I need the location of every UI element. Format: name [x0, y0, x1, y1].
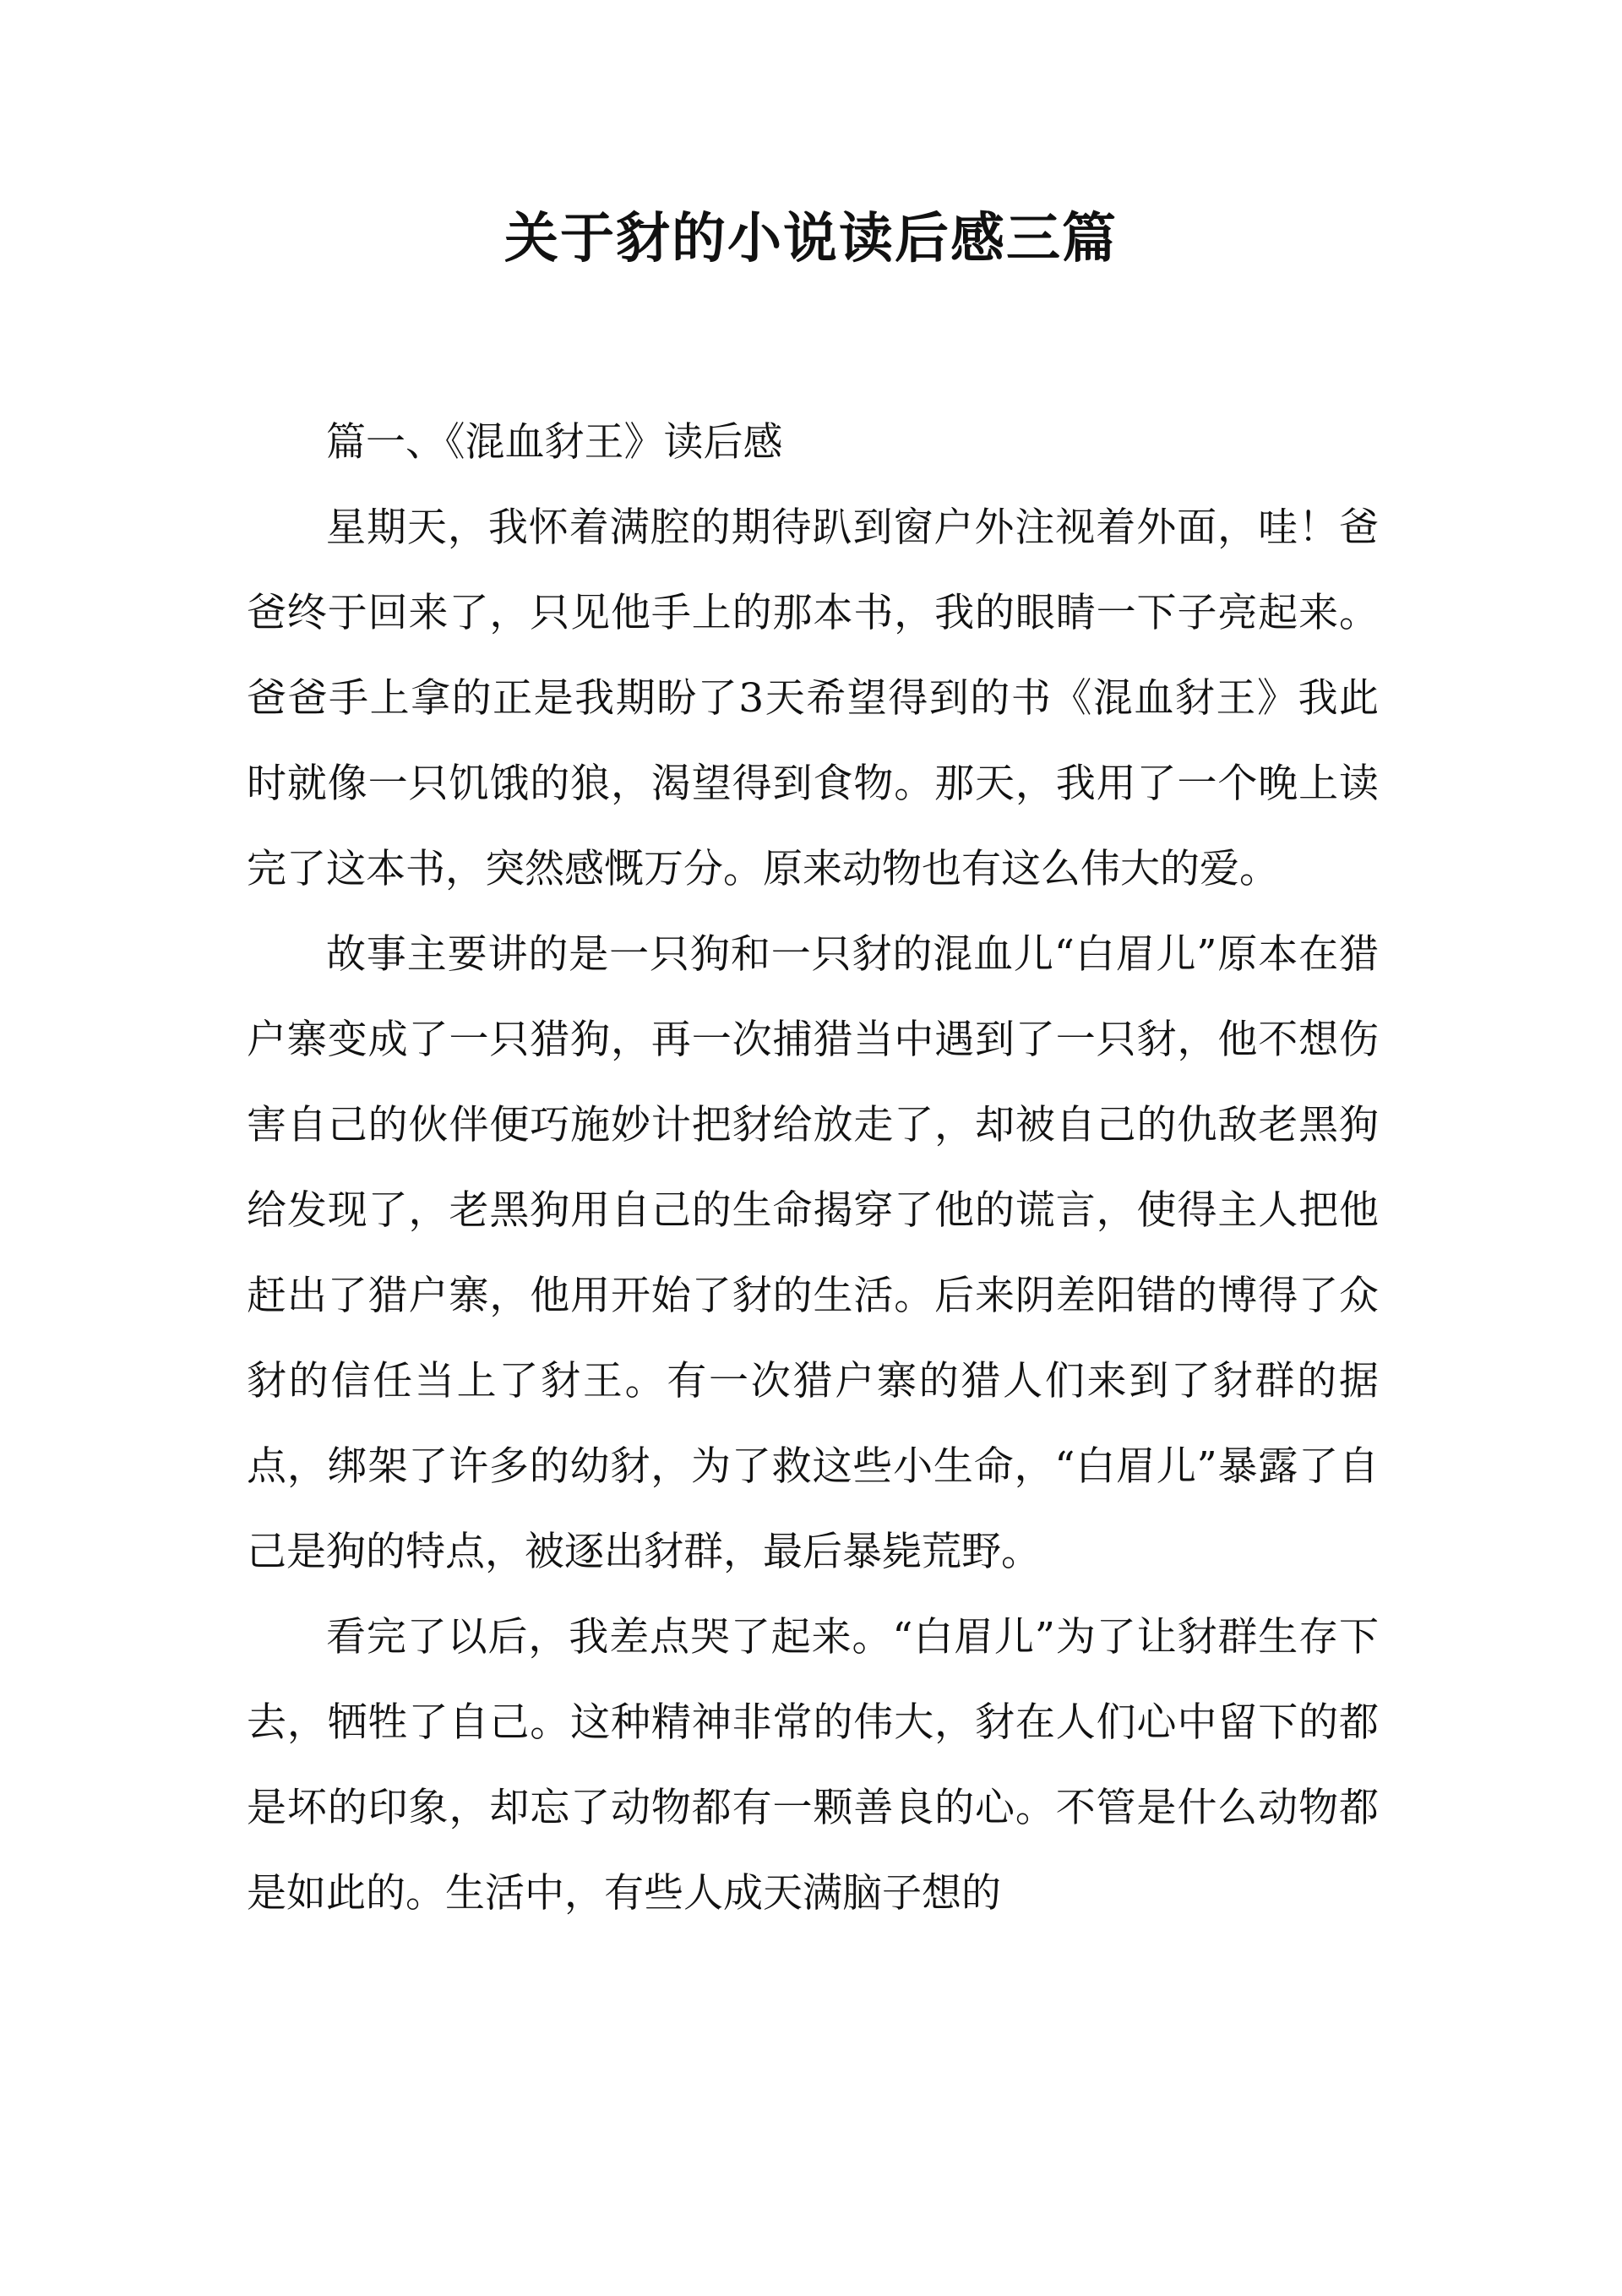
section-heading: 篇一、《混血豺王》读后感 — [326, 419, 783, 466]
paragraph: 看完了以后，我差点哭了起来。“白眉儿”为了让豺群生存下去，牺牲了自己。这种精神非常的伟大，豺在人们心中留下的都是坏的印象，却忘了动物都有一颗善良的心。不管是什么动物都是如此的。生活中，有些人成天满脑子想的 — [247, 1614, 1379, 1917]
paragraph: 故事主要讲的是一只狗和一只豺的混血儿“白眉儿”原本在猎户寨变成了一只猎狗，再一次捕猎当中遇到了一只豺，他不想伤害自己的伙伴便巧施妙计把豺给放走了，却被自己的仇敌老黑狗给发现了，老黑狗用自己的生命揭穿了他的谎言，使得主人把他赶出了猎户寨，他用开始了豺的生活。后来阴差阳错的博得了众豺的信任当上了豺王。有一次猎户寨的猎人们来到了豺群的据点，绑架了许多的幼豺，为了救这些小生命，“白眉儿”暴露了自己是狗的特点，被逐出豺群，最后暴毙荒野。 — [247, 931, 1379, 1575]
paragraph: 星期天，我怀着满腔的期待趴到窗户外注视着外面，哇！爸爸终于回来了，只见他手上的那本书，我的眼睛一下子亮起来。爸爸手上拿的正是我期盼了3天希望得到的书《混血豺王》我此时就像一只饥饿的狼，渴望得到食物。那天，我用了一个晚上读完了这本书，突然感慨万分。原来动物也有这么伟大的爱。 — [247, 504, 1379, 892]
page-title: 关于豺的小说读后感三篇 — [504, 208, 1118, 270]
document-body — [247, 400, 1379, 1936]
